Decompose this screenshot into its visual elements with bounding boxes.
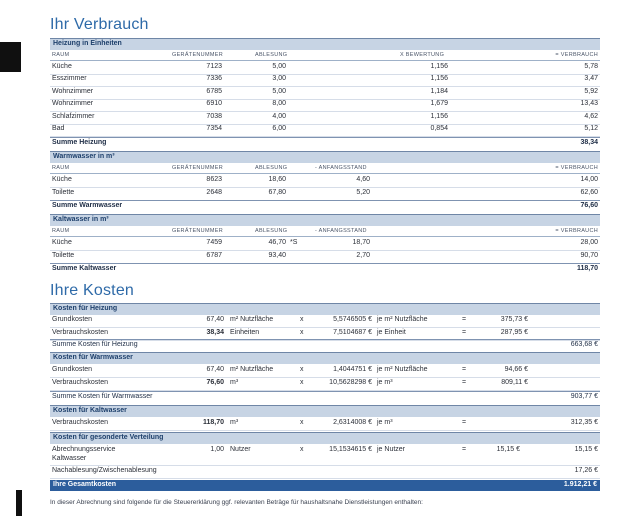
cell-verbrauch: 14,00	[580, 176, 598, 183]
kosten-kaltwasser-section-header	[50, 405, 600, 417]
cell-geraet: 2648	[206, 188, 222, 196]
cell-ablesung: 3,00	[272, 75, 286, 83]
cell-anfang: 5,20	[356, 188, 370, 196]
cost-preis: 7,5104687 €	[333, 328, 372, 336]
kaltwasser-section-header	[50, 214, 600, 226]
col-raum: RAUM	[52, 165, 70, 171]
sum-value: 76,60	[580, 202, 598, 209]
gesamt-value: 1.912,21 €	[563, 481, 597, 488]
cell-raum: Wohnzimmer	[52, 87, 94, 95]
cost-je: je m³	[377, 378, 393, 386]
cost-row	[50, 378, 600, 391]
cell-verbrauch: 5,78	[584, 63, 598, 70]
table-row	[50, 251, 600, 264]
col-bewertung: X BEWERTUNG	[400, 52, 445, 58]
sum-value: 663,68 €	[570, 341, 598, 348]
cell-bewertung: 1,184	[430, 87, 448, 95]
cell-raum: Wohnzimmer	[52, 100, 94, 108]
cost-preis: 2,6314008 €	[333, 419, 372, 426]
col-verbrauch: = VERBRAUCH	[555, 165, 598, 171]
table-row	[50, 175, 600, 188]
table-row	[50, 74, 600, 87]
sum-value: 118,70	[576, 265, 598, 272]
cell-raum: Küche	[52, 239, 72, 246]
cost-eq: =	[462, 378, 467, 386]
cell-anfang: 4,60	[356, 176, 370, 183]
cost-betrag: 94,66 €	[504, 366, 528, 373]
cell-ablesung: 5,00	[272, 63, 286, 70]
cell-bewertung: 1,156	[430, 63, 448, 70]
cost-einheit: m² Nutzfläche	[230, 316, 274, 323]
cell-ablesung: 46,70	[268, 239, 286, 246]
cell-anfang: 18,70	[352, 239, 370, 246]
cost-einheit: m³	[230, 419, 239, 426]
table-row	[50, 124, 600, 137]
cell-anfang: 2,70	[356, 251, 370, 259]
heizung-sum-row	[50, 137, 600, 149]
cell-bewertung: 1,156	[430, 112, 448, 120]
col-verbrauch: = VERBRAUCH	[555, 228, 598, 234]
cost-x: x	[300, 378, 304, 386]
table-row	[50, 238, 600, 251]
kosten-verteilung-section-header	[50, 432, 600, 444]
cell-raum: Bad	[52, 125, 65, 132]
sum-label: Summe Kaltwasser	[52, 265, 117, 272]
cost-x: x	[300, 446, 304, 453]
warmwasser-section-header	[50, 151, 600, 163]
cell-bewertung: 0,854	[430, 125, 448, 132]
kosten-title: Ihre Kosten	[50, 282, 135, 299]
table-row	[50, 87, 600, 100]
cell-geraet: 8623	[206, 176, 222, 183]
heizung-section-header	[50, 38, 600, 50]
kosten-warmwasser-section-header	[50, 352, 600, 364]
section-label: Kosten für Kaltwasser	[53, 407, 127, 414]
cell-raum: Esszimmer	[52, 75, 87, 83]
cell-raum: Küche	[52, 63, 72, 70]
cell-bewertung: 1,156	[430, 75, 448, 83]
cell-geraet: 7336	[206, 75, 222, 83]
col-ablesung: ABLESUNG	[255, 52, 288, 58]
cost-x: x	[300, 328, 304, 336]
cost-menge: 67,40	[206, 366, 224, 373]
cost-betrag-mid: 15,15 €	[496, 446, 520, 453]
gesamtkosten-row	[50, 480, 600, 491]
footer-note: In dieser Abrechnung sind folgende für die Steuererklärung ggf. relevanten Beträge für haushaltsnahe Dienstleistungen enthalten:	[50, 499, 423, 506]
cost-betrag: 809,11 €	[501, 378, 528, 386]
cell-raum: Toilette	[52, 188, 75, 196]
cost-label: Grundkosten	[52, 366, 93, 373]
cost-je: je m² Nutzfläche	[377, 316, 428, 323]
cost-label: Grundkosten	[52, 316, 93, 323]
cost-row	[50, 365, 600, 378]
scan-artifact-mark	[0, 42, 21, 72]
cost-label: Verbrauchskosten	[52, 378, 109, 386]
kaltwasser-sum-row	[50, 263, 600, 275]
col-raum: RAUM	[52, 52, 70, 58]
cell-verbrauch: 4,62	[584, 112, 598, 120]
col-anfang: - ANFANGSSTAND	[315, 165, 367, 171]
cell-flag: *S	[290, 239, 298, 246]
cost-label: Abrechnungsservice	[52, 446, 116, 453]
section-label: Kaltwasser in m³	[53, 216, 109, 223]
section-label: Heizung in Einheiten	[53, 40, 122, 47]
col-raum: RAUM	[52, 228, 70, 234]
cost-label: Verbrauchskosten	[52, 419, 109, 426]
table-row	[50, 62, 600, 75]
cost-je: je m² Nutzfläche	[377, 366, 428, 373]
kosten-heizung-section-header	[50, 303, 600, 315]
kosten-warmwasser-sum-row	[50, 391, 600, 403]
cost-menge: 67,40	[206, 316, 224, 323]
cell-geraet: 7038	[206, 112, 222, 120]
col-verbrauch: = VERBRAUCH	[555, 52, 598, 58]
col-ablesung: ABLESUNG	[255, 165, 288, 171]
cell-bewertung: 1,679	[430, 100, 448, 108]
cost-menge: 118,70	[202, 419, 224, 426]
verbrauch-title: Ihr Verbrauch	[50, 16, 149, 33]
cost-betrag: 312,35 €	[570, 419, 598, 426]
col-anfang: - ANFANGSSTAND	[315, 228, 367, 234]
cost-einheit: Einheiten	[230, 328, 260, 336]
cell-verbrauch: 62,60	[580, 188, 598, 196]
cost-eq: =	[462, 316, 467, 323]
cell-geraet: 7123	[206, 63, 222, 70]
sum-label: Summe Warmwasser	[52, 202, 123, 209]
cost-preis: 10,5628298 €	[329, 378, 372, 386]
cost-x: x	[300, 419, 304, 426]
cell-ablesung: 93,40	[268, 251, 286, 259]
cost-row	[50, 315, 600, 328]
kaltwasser-column-headers	[50, 226, 600, 237]
sum-value: 903,77 €	[570, 393, 598, 400]
table-row	[50, 99, 600, 112]
cost-eq: =	[462, 366, 467, 373]
col-ablesung: ABLESUNG	[255, 228, 288, 234]
cell-ablesung: 18,60	[268, 176, 286, 183]
cost-eq: =	[462, 328, 467, 336]
cost-betrag: 17,26 €	[574, 467, 598, 474]
heizung-column-headers	[50, 50, 600, 61]
cell-ablesung: 67,80	[268, 188, 286, 196]
section-label: Kosten für Warmwasser	[53, 354, 133, 361]
scan-artifact-mark	[16, 490, 22, 516]
cell-ablesung: 4,00	[272, 112, 286, 120]
cost-einheit: m³	[230, 378, 239, 386]
cell-ablesung: 5,00	[272, 87, 286, 95]
sum-label: Summe Kosten für Warmwasser	[52, 393, 153, 400]
col-geraet: GERÄTENUMMER	[172, 165, 223, 171]
section-label: Kosten für gesonderte Verteilung	[53, 434, 164, 441]
kosten-nachablesung-row	[50, 466, 600, 479]
cell-verbrauch: 28,00	[580, 239, 598, 246]
col-geraet: GERÄTENUMMER	[172, 52, 223, 58]
cell-verbrauch: 5,92	[584, 87, 598, 95]
cost-menge: 76,60	[206, 378, 224, 386]
cost-je: je Einheit	[377, 328, 406, 336]
sum-label: Summe Kosten für Heizung	[52, 341, 138, 348]
cell-geraet: 7354	[206, 125, 222, 132]
cost-je: je Nutzer	[377, 446, 406, 453]
gesamt-label: Ihre Gesamtkosten	[53, 481, 117, 488]
cell-raum: Küche	[52, 176, 72, 183]
cell-verbrauch: 13,43	[580, 100, 598, 108]
kosten-verteilung-row	[50, 445, 600, 466]
cost-preis: 5,5746505 €	[333, 316, 372, 323]
cost-betrag: 375,73 €	[500, 316, 528, 323]
sum-label: Summe Heizung	[52, 139, 107, 146]
cell-verbrauch: 3,47	[584, 75, 598, 83]
kosten-kaltwasser-row	[50, 418, 600, 431]
cost-betrag: 287,95 €	[500, 328, 528, 336]
cost-einheit: m² Nutzfläche	[230, 366, 274, 373]
cell-geraet: 6787	[206, 251, 222, 259]
cost-x: x	[300, 316, 304, 323]
table-row	[50, 112, 600, 125]
cost-eq: =	[462, 446, 467, 453]
cost-menge: 1,00	[210, 446, 224, 453]
table-row	[50, 188, 600, 201]
cell-ablesung: 8,00	[272, 100, 286, 108]
cost-betrag: 15,15 €	[574, 446, 598, 453]
cost-menge: 38,34	[206, 328, 224, 336]
cost-label-line2: Kaltwasser	[52, 455, 87, 462]
section-label: Warmwasser in m³	[53, 153, 115, 160]
cost-preis: 15,1534615 €	[329, 446, 372, 453]
cell-geraet: 6910	[206, 100, 222, 108]
cost-label: Verbrauchskosten	[52, 328, 109, 336]
warmwasser-column-headers	[50, 163, 600, 174]
cost-x: x	[300, 366, 304, 373]
col-geraet: GERÄTENUMMER	[172, 228, 223, 234]
section-label: Kosten für Heizung	[53, 305, 118, 312]
cell-ablesung: 6,00	[272, 125, 286, 132]
cost-einheit: Nutzer	[230, 446, 251, 453]
cost-eq: =	[462, 419, 467, 426]
cell-verbrauch: 90,70	[580, 251, 598, 259]
kosten-heizung-sum-row	[50, 339, 600, 351]
cost-label: Nachablesung/Zwischenablesung	[52, 467, 157, 474]
cell-geraet: 7459	[206, 239, 222, 246]
cell-geraet: 6785	[206, 87, 222, 95]
cost-je: je m³	[377, 419, 393, 426]
cell-verbrauch: 5,12	[584, 125, 598, 132]
cost-preis: 1,4044751 €	[333, 366, 372, 373]
sum-value: 38,34	[580, 139, 598, 146]
cell-raum: Toilette	[52, 251, 75, 259]
warmwasser-sum-row	[50, 200, 600, 212]
cell-raum: Schlafzimmer	[52, 112, 95, 120]
